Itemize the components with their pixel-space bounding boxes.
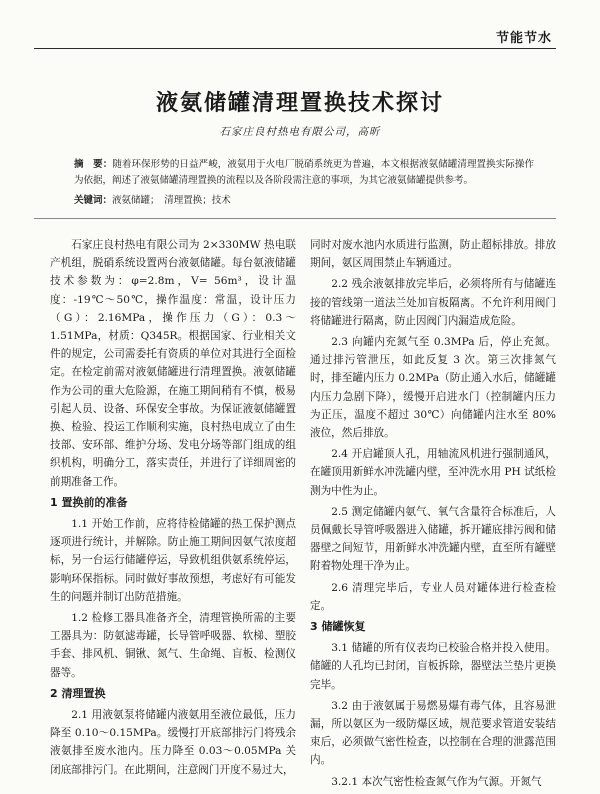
keywords-label: 关键词：: [74, 195, 113, 206]
abstract-label: 摘 要：: [74, 159, 113, 170]
paragraph-2-4: 2.4 开启罐顶人孔，用轴流风机进行强制通风，在罐顶用新鲜水冲洗罐内壁，至冲洗水用 PH 试纸检测为中性为止。: [310, 448, 556, 497]
abstract: [74, 157, 534, 189]
article-author: 石家庄良村热电有限公司，高昕: [219, 126, 381, 138]
article-title: 液氨储罐清理置换技术探讨: [155, 91, 444, 116]
paragraph-3-2: 3.2 由于液氨属于易燃易爆有毒气体，且容易泄漏，所以氨区为一级防爆区域，规范要求管道安装结束后，必须做气密性检查，以控制在合理的泄露范围内。: [310, 699, 556, 767]
keywords-text: 液氨储罐； 清理置换；技术: [112, 195, 231, 206]
abstract-text: 随着环保形势的日益严峻，液氨用于火电厂脱硝系统更为普遍，本文根据液氨储罐清理置换实际操作为依据，阐述了液氨储罐清理置换的流程以及各阶段需注意的事项，为其它液氨储罐提供参考。: [74, 159, 534, 186]
paragraph-1-2: 1.2 检修工器具准备齐全，清理管换所需的主要工器具为：防氨滤毒罐，长导管呼吸器、软梯、塑胶手套、排风机、铜锹、氮气、生命绳、盲板、检测仪器等。: [50, 612, 296, 679]
paragraph-3-1: 3.1 储罐的所有仪表均已校验合格并投入使用。储罐的人孔均已封闭，盲板拆除，器壁法兰垫片更换完毕。: [310, 642, 556, 691]
heading-section-2: 2 清理置换: [50, 686, 106, 700]
heading-section-1: 1 置换前的准备: [50, 495, 128, 509]
paragraph-2-1: 2.1 用液氨泵将储罐内液氨用至液位最低，压力降至 0.10～0.15MPa。缓慢打开底部排污门将残余液氨排至废水池内。压力降至 0.03～0.05MPa 关闭底部排污门。在此期间，注意阀门开度不易过大，: [50, 709, 296, 776]
paragraph-2-6: 2.6 清理完毕后，专业人员对罐体进行检查检定。: [310, 581, 556, 612]
keywords: [74, 192, 534, 206]
paragraph-2-2: 2.2 残余液氨排放完毕后，必须将所有与储罐连接的管线第一道法兰处加盲板隔离。不允许利用阀门将储罐进行隔离，防止因阀门内漏造成危险。: [310, 278, 556, 327]
paragraph-3-2-1: 3.2.1 本次气密性检查氮气作为气源。开氮气: [331, 775, 542, 788]
paragraph-2-5: 2.5 测定储罐内氨气、氧气含量符合标准后，人员佩戴长导管呼吸器进入储罐，拆开罐底排污阀和储器壁之间短节，用新鲜水冲洗罐内壁，直至所有罐壁附着物处理干净为止。: [310, 505, 556, 573]
section-tag: 节能节水: [495, 31, 552, 46]
right-column: [310, 236, 556, 794]
intro-paragraph: 石家庄良村热电有限公司为 2×330MW 热电联产机组，脱硝系统设置两台液氨储罐。每台氨液储罐技术参数为：φ=2.8m，V= 56m³，设计温度：-19℃～50℃，操作温度：常温，设计压力（G）：2.16MPa，操作压力（G）：0.3～1.51MPa，材质：Q345R。根据国家、行业相关文件的规定，公司需委托有资质的单位对其进行全面检定。在检定前需对液氨储罐进行清理置换。液氨储罐作为公司的重大危险源，在施工期间稍有不慎，极易引起人员、设备、环保安全事故。为保证液氨储罐置换、检验、投运工作顺利实施，良村热电成立了由生技部、安环部、维护分场、发电分场等部门组成的组织机构，明确分工，落实责任，并进行了详细周密的前期准备工作。: [50, 239, 296, 488]
paragraph-2-1-continued: 同时对废水池内水质进行监测，防止超标排放。排放期间，氨区周围禁止车辆通过。: [310, 239, 556, 270]
paragraph-2-3: 2.3 向罐内充氮气至 0.3MPa 后，停止充氮。通过排污管泄压，如此反复 3 次。第三次排氮气时，排至罐内压力 0.2MPa（防止通入水后，储罐罐内压力急剧下降），缓慢开启进水门（控制罐内压力为正压，温度不超过 30℃）向储罐内注水至 80%液位，然后排放。: [310, 336, 556, 440]
paragraph-1-1: 1.1 开始工作前，应将待检储罐的热工保护测点逐项进行统计，并解除。防止施工期间因氨气浓度超标，另一台运行储罐停运，导致机组供氨系统停运，影响环保指标。同时做好事故预想，考虑好有可能发生的问题并制订出防范措施。: [50, 518, 296, 603]
abstract-rule: [34, 218, 556, 219]
left-column: [50, 236, 296, 782]
header-rule: [34, 48, 556, 49]
heading-section-3: 3 储罐恢复: [310, 620, 366, 634]
